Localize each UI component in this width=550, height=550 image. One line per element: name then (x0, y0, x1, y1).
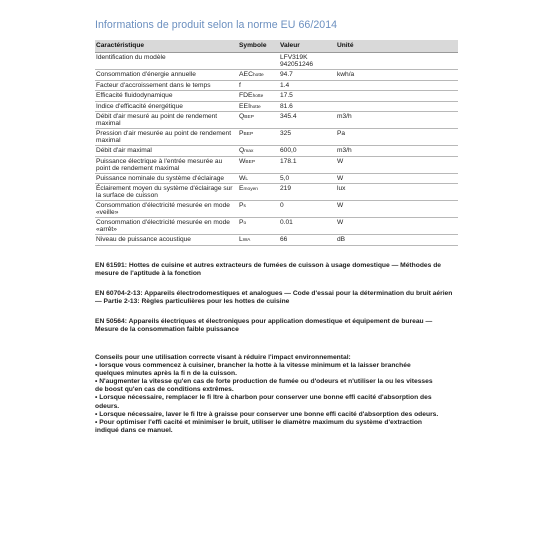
cell-symbol (238, 184, 279, 201)
table-row (95, 129, 458, 146)
advice-line: • lorsque vous commencez à cuisiner, brancher la hotte à la vitesse minimum et la laisser branchée (95, 362, 411, 370)
cell-characteristic: Facteur d'accroissement dans le temps (95, 80, 238, 91)
standard-en-50564: EN 50564: Appareils électriques et électroniques pour application domestique et équipement de bureau — Mesure de la consommation faible puissance (95, 318, 433, 333)
symbol-main: P (239, 130, 244, 137)
cell-value: 66 (279, 235, 336, 246)
table-row (95, 173, 458, 184)
advice-line: • Pour optimiser l'effi cacité et minimiser le bruit, utiliser le diamètre maximum du système d'extraction (95, 418, 422, 426)
cell-characteristic: Débit d'air maximal (95, 146, 238, 157)
advice-line: Conseils pour une utilisation correcte visant à réduire l'impact environnemental: (95, 354, 351, 361)
symbol-subscript: WA (242, 238, 251, 243)
table-row (95, 70, 458, 81)
cell-symbol (238, 129, 279, 146)
table-row (95, 184, 458, 201)
advice-line: odeurs. (95, 402, 120, 410)
symbol-main: W (239, 157, 246, 165)
symbol-subscript: hotte (252, 73, 264, 78)
header-symbol: Symbole (238, 40, 279, 53)
cell-value: 600,0 (279, 146, 336, 157)
table-row (95, 91, 458, 102)
symbol-subscript: L (245, 176, 249, 182)
cell-value: 0 (279, 201, 336, 218)
symbol-subscript: o (243, 221, 247, 226)
cell-unit: W (336, 156, 458, 173)
cell-unit: Pa (336, 129, 458, 146)
symbol-subscript: hotte (249, 104, 261, 110)
cell-characteristic: Consommation d'électricité mesurée en mode «veille» (95, 201, 238, 218)
symbol-main: Q (239, 113, 245, 120)
symbol-subscript: hotte (252, 94, 264, 99)
cell-symbol (238, 80, 279, 91)
advice-line: • Lorsque nécessaire, remplacer le fi ltre à charbon pour conserver une bonne effi cacité d'absorption des (95, 394, 432, 402)
advice-line: • Lorsque nécessaire, laver le fi ltre à graisse pour conserver une bonne effi cacité d'absorption des odeurs. (95, 410, 439, 418)
cell-symbol (238, 53, 279, 70)
cell-unit: kwh/a (336, 70, 458, 81)
page-title: Informations de produit selon la norme EU 66/2014 (95, 19, 338, 31)
cell-characteristic: Pression d'air mesurée au point de rendement maximal (95, 129, 238, 146)
advice-line: indiqué dans ce manuel. (95, 426, 173, 434)
symbol-subscript: BEP (245, 159, 256, 165)
cell-symbol (238, 91, 279, 102)
cell-symbol (238, 156, 279, 173)
symbol-main: f (239, 81, 241, 89)
cell-value: 219 (279, 184, 336, 201)
table-row (95, 146, 458, 157)
cell-unit: W (336, 201, 458, 218)
cell-unit: lux (336, 184, 458, 201)
cell-value: 0.01 (279, 218, 336, 235)
advice-line: • N'augmenter la vitesse qu'en cas de forte production de fumée ou d'odeurs et n'utiliser la ou les vitesses (95, 378, 433, 386)
cell-unit: W (336, 173, 458, 184)
cell-value: 178.1 (279, 156, 336, 173)
cell-symbol (238, 146, 279, 157)
advice-line: de boost qu'en cas de conditions extrêmes. (95, 386, 234, 394)
standard-en-61591: EN 61591: Hottes de cuisine et autres extracteurs de fumées de cuisson à usage domestique — Méthodes de mesure de l'aptitude à la fonction (95, 262, 442, 277)
cell-symbol (238, 173, 279, 184)
table-row (95, 201, 458, 218)
header-unit: Unité (336, 40, 458, 53)
table-row (95, 156, 458, 173)
cell-value: 1.4 (279, 80, 336, 91)
cell-symbol (238, 218, 279, 235)
symbol-main: EEI (239, 102, 250, 110)
cell-characteristic: Identification du modèle (95, 53, 238, 70)
cell-unit: dB (336, 235, 458, 246)
cell-characteristic: Efficacité fluidodynamique (95, 91, 238, 102)
header-value: Valeur (279, 40, 336, 53)
cell-unit (336, 53, 458, 70)
cell-characteristic: Consommation d'électricité mesurée en mode «arrêt» (95, 218, 238, 235)
symbol-main: Q (239, 147, 245, 154)
header-characteristic: Caractéristique (95, 40, 238, 53)
symbol-subscript: s (243, 204, 246, 209)
cell-characteristic: Niveau de puissance acoustique (95, 235, 238, 246)
cell-value: 345.4 (279, 112, 336, 129)
symbol-main: E (239, 185, 244, 192)
cell-symbol (238, 112, 279, 129)
symbol-main: P (239, 202, 244, 209)
table-row (95, 80, 458, 91)
cell-value: 325 (279, 129, 336, 146)
cell-unit: m3/h (336, 112, 458, 129)
cell-value: LFV319K 942051246 (279, 53, 336, 70)
table-row (95, 101, 458, 112)
table-row (95, 218, 458, 235)
symbol-subscript: BEP (243, 132, 254, 137)
cell-characteristic: Éclairement moyen du système d'éclairage sur la surface de cuisson (95, 184, 238, 201)
cell-unit (336, 91, 458, 102)
cell-value: 5,0 (279, 173, 336, 184)
environment-advice (95, 354, 455, 435)
table-row (95, 53, 458, 70)
symbol-main: FDE (239, 92, 253, 99)
cell-value: 81.6 (279, 101, 336, 112)
advice-line: quelques minutes après la fi n de la cuisson. (95, 370, 237, 378)
symbol-main: W (239, 174, 246, 182)
symbol-main: AEC (239, 71, 253, 78)
symbol-main: L (239, 236, 243, 243)
spec-table (95, 40, 458, 246)
cell-unit: W (336, 218, 458, 235)
table-row (95, 235, 458, 246)
symbol-subscript: moyen (243, 187, 258, 192)
cell-unit (336, 80, 458, 91)
cell-characteristic: Puissance électrique à l'entrée mesurée au point de rendement maximal (95, 156, 238, 173)
cell-unit (336, 101, 458, 112)
cell-symbol (238, 101, 279, 112)
cell-characteristic: Consommation d'énergie annuelle (95, 70, 238, 81)
cell-value: 94.7 (279, 70, 336, 81)
cell-characteristic: Débit d'air mesuré au point de rendement maximal (95, 112, 238, 129)
cell-characteristic: Puissance nominale du système d'éclairage (95, 173, 238, 184)
cell-symbol (238, 201, 279, 218)
table-row (95, 112, 458, 129)
symbol-main: P (239, 219, 244, 226)
cell-unit: m3/h (336, 146, 458, 157)
cell-value: 17.5 (279, 91, 336, 102)
cell-characteristic: Indice d'efficacité énergétique (95, 101, 238, 112)
symbol-subscript: BEP (244, 115, 254, 120)
cell-symbol (238, 70, 279, 81)
cell-symbol (238, 235, 279, 246)
symbol-subscript: max (244, 149, 254, 154)
table-header-row (95, 40, 458, 53)
standard-en-60704: EN 60704-2-13: Appareils électrodomestiques et analogues — Code d'essai pour la détermination du bruit aérien — Partie 2-13: Règles particulières pour les hottes de cuisine (95, 290, 453, 305)
